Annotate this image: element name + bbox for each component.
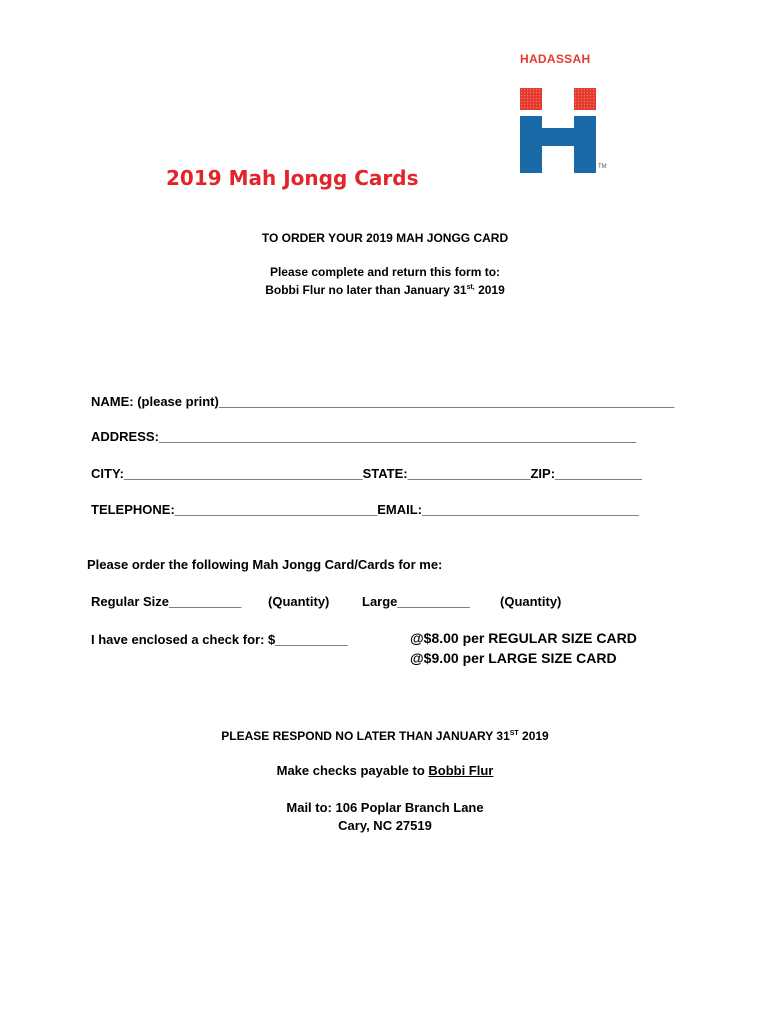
payable-note: Make checks payable to Bobbi Flur xyxy=(276,763,494,778)
logo-text: HADASSAH xyxy=(520,52,591,66)
payee-name: Bobbi Flur xyxy=(428,763,494,778)
quantity-label-regular: (Quantity) xyxy=(268,594,330,609)
address-field[interactable]: ADDRESS:__________________________________________________________________ xyxy=(91,429,637,444)
regular-size-field[interactable]: Regular Size__________ xyxy=(91,594,242,609)
price-regular: @$8.00 per REGULAR SIZE CARD xyxy=(410,630,637,646)
order-instructions: Please order the following Mah Jongg Card/Cards for me: xyxy=(87,557,443,572)
mail-address-line-2: Cary, NC 27519 xyxy=(338,818,432,833)
price-large: @$9.00 per LARGE SIZE CARD xyxy=(410,650,617,666)
large-size-field[interactable]: Large__________ xyxy=(362,594,470,609)
quantity-label-large: (Quantity) xyxy=(500,594,562,609)
trademark-mark: TM xyxy=(598,164,607,170)
check-amount-field[interactable]: I have enclosed a check for: $__________ xyxy=(91,632,348,647)
city-state-zip-field[interactable]: CITY:_________________________________STATE:_________________ZIP:____________ xyxy=(91,466,642,481)
page-title: 2019 Mah Jongg Cards xyxy=(166,166,419,190)
instructions-line-1: Please complete and return this form to: xyxy=(269,265,501,279)
hadassah-logo xyxy=(520,88,600,173)
respond-deadline: PLEASE RESPOND NO LATER THAN JANUARY 31ST 2019 xyxy=(221,729,549,743)
mail-address-line-1: Mail to: 106 Poplar Branch Lane xyxy=(286,800,484,815)
order-heading: TO ORDER YOUR 2019 MAH JONGG CARD xyxy=(261,231,509,245)
instructions-line-2: Bobbi Flur no later than January $31^{st,}$ 2019 xyxy=(265,283,505,297)
telephone-email-field[interactable]: TELEPHONE:____________________________EMAIL:______________________________ xyxy=(91,502,639,517)
name-field[interactable]: NAME: (please print)_______________________________________________________________ xyxy=(91,394,675,409)
